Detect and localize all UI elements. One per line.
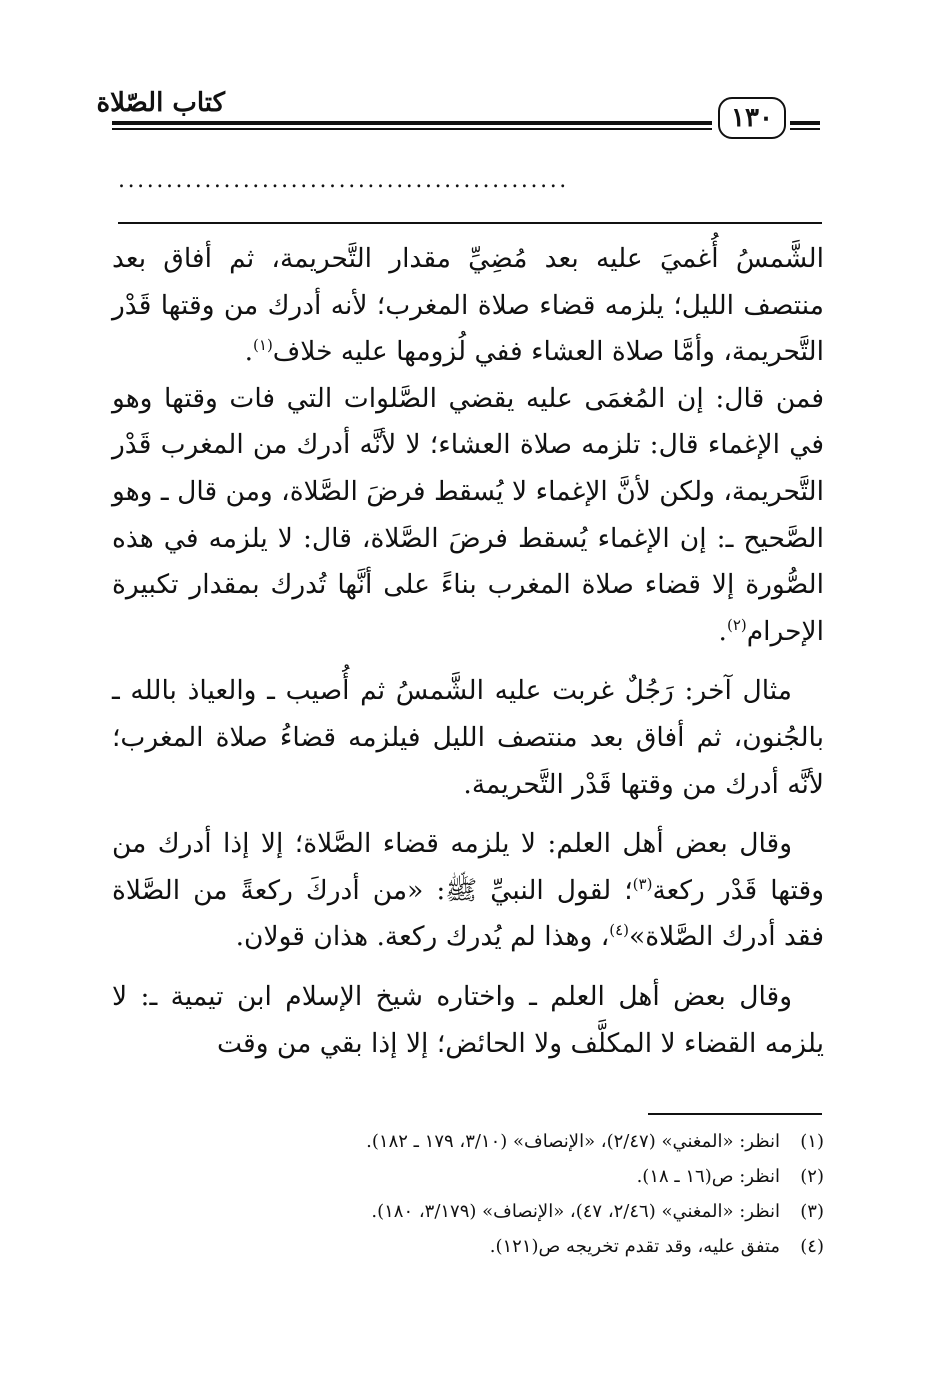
paragraph-p4 [112, 821, 824, 961]
paragraph-text: . [244, 336, 254, 368]
header-rule-short-thick [790, 121, 820, 125]
footnote-text: انظر: ص(١٦ ـ ١٨). [636, 1166, 780, 1187]
header-rule-short-thin [790, 128, 820, 130]
footnote-marker: (٣) [632, 874, 653, 893]
running-title: كتاب الصّلاة [96, 88, 225, 118]
footnote-number: (٤) [800, 1236, 824, 1257]
footnote-rule [648, 1113, 822, 1115]
header-rule-thin [112, 128, 712, 130]
footnote-text: متفق عليه، وقد تقدم تخريجه ص(١٢١). [489, 1236, 780, 1257]
footnote-marker: (١) [253, 336, 273, 355]
footnote-number: (٢) [800, 1166, 824, 1187]
footnote-item [112, 1124, 824, 1159]
footnote-number: (٣) [800, 1201, 824, 1222]
paragraph-p5 [112, 974, 824, 1067]
continuation-dots: ............................................... [118, 168, 569, 193]
footnote-item [112, 1194, 824, 1229]
footnote-item [112, 1229, 824, 1264]
footnotes [112, 1124, 824, 1264]
paragraph-text: فمن قال: إن المُغمَى عليه يقضي الصَّلوات التي فات وقتها وهو في الإغماء قال: تلزمه صلاة العشاء؛ لا لأنَّه أدرك من المغرب قَدْر التَّحريمة، ولكن لأنَّ الإغماء لا يُسقط فرضَ الصَّلاة، ومن قال ـ وهو الصَّحيح ـ: إن الإغماء يُسقط فرضَ الصَّلاة، قال: لا يلزمه في هذه الصُّورة إلا قضاء صلاة المغرب بناءً على أنَّها تُدرك بمقدار تكبيرة الإحرام [112, 382, 824, 647]
page-number: ١٣٠ [718, 97, 786, 139]
paragraph-text: مثال آخر: رَجُلٌ غربت عليه الشَّمسُ ثم أُصيب ـ والعياذ بالله ـ بالجُنون، ثم أفاق بعد منتصف الليل فيلزمه قضاءُ صلاة المغرب؛ لأنَّه أدرك من وقتها قَدْر التَّحريمة. [112, 675, 824, 800]
paragraph-text: وقال بعض أهل العلم ـ واختاره شيخ الإسلام ابن تيمية ـ: لا يلزمه القضاء لا المكلَّف ولا الحائض؛ إلا إذا بقي من وقت [112, 980, 824, 1059]
footnote-text: انظر: «المغني» (٢/٤٧)، «الإنصاف» (٣/١٠، ١٧٩ ـ ١٨٢). [366, 1131, 780, 1152]
footnote-number: (١) [800, 1131, 824, 1152]
paragraph-p3 [112, 668, 824, 808]
paragraph-text: ؛ لقول النبيِّ ﷺ: «من أدركَ ركعةً من الصَّلاة فقد أدرك الصَّلاة» [112, 874, 824, 953]
paragraph-text: ، وهذا لم يُدرك ركعة. هذان قولان. [235, 921, 610, 953]
paragraph-text: الشَّمسُ أُغميَ عليه بعد مُضِيِّ مقدار التَّحريمة، ثم أفاق بعد منتصف الليل؛ يلزمه قضاء صلاة المغرب؛ لأنه أدرك من وقتها قَدْر التَّحريمة، وأمَّا صلاة العشاء ففي لُزومها عليه خلاف [112, 243, 824, 368]
footnote-item [112, 1159, 824, 1194]
footnote-marker: (٤) [609, 921, 630, 940]
top-separator-rule [118, 222, 822, 224]
main-body-text [112, 236, 824, 1067]
paragraph-p1 [112, 236, 824, 376]
header-rule-thick [112, 121, 712, 125]
paragraph-p2 [112, 376, 824, 656]
page-header [0, 0, 947, 140]
footnote-marker: (٢) [726, 615, 747, 634]
paragraph-text: وقال بعض أهل العلم: لا يلزمه قضاء الصَّلاة؛ إلا إذا أدرك من وقتها قَدْر ركعة [112, 828, 824, 906]
paragraph-text: . [718, 615, 727, 647]
footnote-text: انظر: «المغني» (٢/٤٦، ٤٧)، «الإنصاف» (٣/١٧٩، ١٨٠). [371, 1201, 780, 1222]
